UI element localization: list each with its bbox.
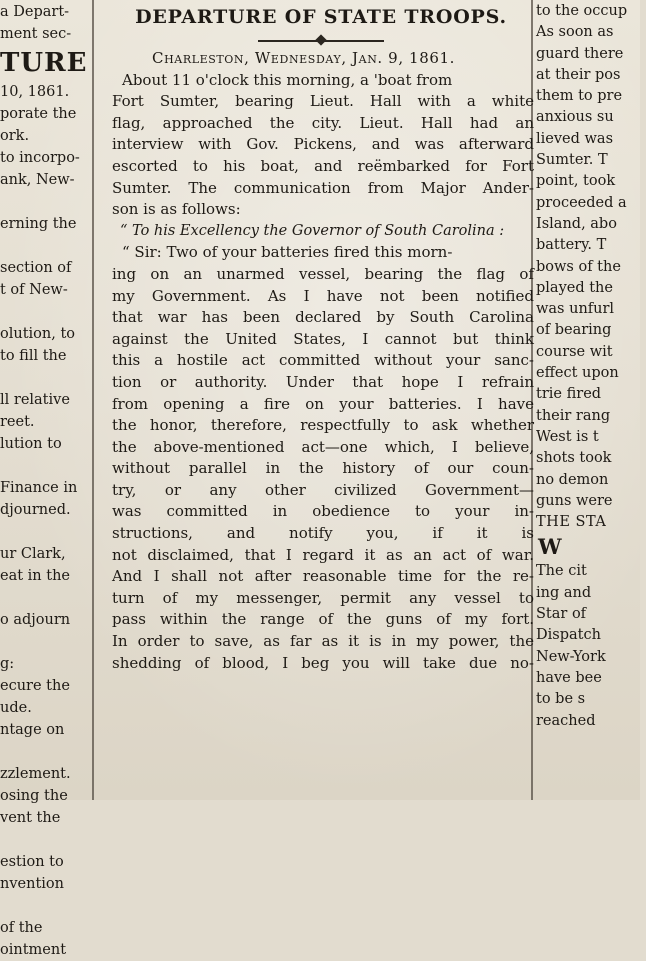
text-line: structions, and notify you, if it is — [112, 524, 534, 543]
text-line: Finance in — [0, 480, 78, 496]
left-column — [0, 0, 88, 958]
text-line: pass within the range of the guns of my fort. — [112, 610, 534, 629]
text-line: g: — [0, 656, 15, 672]
text-line: battery. T — [536, 237, 607, 254]
text-line: “ Sir: Two of your batteries fired this morn- — [122, 243, 453, 262]
text-line: their rang — [536, 407, 611, 424]
text-line: tion or authority. Under that hope I refrain — [112, 372, 534, 391]
text-line: zzlement. — [0, 766, 71, 782]
text-line: Dispatch — [536, 627, 601, 644]
text-line: ing on an unarmed vessel, bearing the flag of — [112, 264, 534, 283]
text-line: trie fired — [536, 386, 602, 403]
text-line: against the United States, I cannot but think — [112, 329, 534, 348]
text-line: ing and — [536, 584, 592, 601]
text-line: was committed in obedience to your in- — [112, 502, 534, 521]
text-line: ll relative — [0, 392, 70, 408]
text-line: lution to — [0, 436, 62, 452]
text-line — [0, 521, 86, 543]
text-line: the honor, therefore, respectfully to ask whether — [112, 416, 534, 435]
text-line: course wit — [536, 343, 613, 360]
text-line: reached — [536, 712, 596, 729]
masthead-fragment: TURE — [0, 48, 88, 78]
text-line: Star of — [536, 606, 587, 623]
text-line: ur Clark, — [0, 546, 66, 562]
column-rule — [92, 0, 94, 800]
letter-body — [112, 242, 534, 674]
text-line: guard there — [536, 45, 624, 62]
text-line: effect upon — [536, 365, 619, 382]
text-line: ment sec- — [0, 26, 72, 42]
text-line: was unfurl — [536, 301, 615, 318]
text-line — [0, 895, 86, 917]
text-line: nvention — [0, 876, 64, 892]
text-line: that war has been declared by South Carolina — [112, 308, 534, 327]
text-line: As soon as — [536, 24, 614, 41]
text-line: t of New- — [0, 282, 68, 298]
text-line: not disclaimed, that I regard it as an act of war. — [112, 545, 534, 564]
text-line: section of — [0, 260, 72, 276]
right-text-block-lower — [536, 561, 646, 731]
text-line: guns were — [536, 492, 613, 509]
text-line: ntage on — [0, 722, 65, 738]
left-text-block — [0, 81, 86, 961]
text-line: of the — [0, 920, 43, 936]
text-line: reet. — [0, 414, 35, 430]
text-line: of bearing — [536, 322, 612, 339]
text-line: proceeded a — [536, 194, 627, 211]
text-line: turn of my messenger, permit any vessel to — [112, 588, 534, 607]
text-line: a Depart- — [0, 4, 70, 20]
text-line: estion to — [0, 854, 64, 870]
letter-salutation: “ To his Excellency the Governor of South Carolina : — [120, 222, 505, 239]
text-line: vent the — [0, 810, 61, 826]
text-line: no demon — [536, 471, 609, 488]
article-paragraph — [112, 70, 534, 221]
text-line: flag, approached the city. Lieut. Hall had an — [112, 113, 534, 132]
text-line: have bee — [536, 669, 602, 686]
text-line — [0, 741, 86, 763]
text-line: porate the — [0, 106, 77, 122]
text-line: djourned. — [0, 502, 71, 518]
text-line: Island, abo — [536, 215, 617, 232]
right-column — [536, 0, 646, 800]
text-line: Sumter. T — [536, 152, 608, 169]
text-line: osing the — [0, 788, 68, 804]
text-line — [0, 631, 86, 653]
text-line: Fort Sumter, bearing Lieut. Hall with a white — [112, 92, 534, 111]
text-line: shedding of blood, I beg you will take due no- — [112, 653, 534, 672]
text-line: ude. — [0, 700, 32, 716]
text-line: About 11 o'clock this morning, a 'boat from — [122, 70, 453, 89]
text-line: ecure the — [0, 678, 70, 694]
text-line: played the — [536, 279, 613, 296]
text-line: erning the — [0, 216, 77, 232]
text-line: to fill the — [0, 348, 67, 364]
text-line — [0, 301, 86, 323]
text-line: escorted to his boat, and reëmbarked for Fort — [112, 156, 534, 175]
text-line — [0, 191, 86, 213]
headline-divider — [100, 34, 542, 48]
text-line — [0, 829, 86, 851]
text-line — [0, 367, 86, 389]
text-line: olution, to — [0, 326, 76, 342]
text-line: at their pos — [536, 66, 621, 83]
text-line: to the occup — [536, 3, 628, 19]
article-column — [100, 0, 542, 800]
text-line: 10, 1861. — [0, 84, 70, 100]
text-line: bows of the — [536, 258, 621, 275]
text-line: interview with Gov. Pickens, and was afterward — [112, 135, 534, 154]
right-text-block — [536, 1, 646, 533]
text-line: anxious su — [536, 109, 614, 126]
text-line: ank, New- — [0, 172, 75, 188]
article-dateline: Charleston, Wednesday, Jan. 9, 1861. — [152, 49, 455, 67]
text-line: son is as follows: — [112, 200, 241, 219]
text-line: this a hostile act committed without your sanc- — [112, 351, 534, 370]
text-line: shots took — [536, 450, 612, 467]
text-line: my Government. As I have not been notified — [112, 286, 534, 305]
text-line: West is t — [536, 428, 599, 445]
text-line: New-York — [536, 648, 606, 665]
text-line: THE STA — [536, 514, 607, 531]
text-line: Sumter. The communication from Major Ander- — [112, 178, 534, 197]
text-line: lieved was — [536, 130, 614, 147]
text-line: The cit — [536, 563, 587, 580]
text-line: from opening a fire on your batteries. I have — [112, 394, 534, 413]
text-line: o adjourn — [0, 612, 71, 628]
text-line: them to pre — [536, 88, 623, 105]
text-line — [0, 587, 86, 609]
text-line: point, took — [536, 173, 616, 190]
text-line: And I shall not after reasonable time for the re- — [112, 567, 534, 586]
text-line — [0, 455, 86, 477]
text-line: try, or any other civilized Government— — [112, 480, 534, 499]
text-line — [0, 235, 86, 257]
text-line: the above-mentioned act—one which, I believe, — [112, 437, 534, 456]
text-line: eat in the — [0, 568, 70, 584]
section-heading-fragment: W — [538, 534, 562, 560]
text-line: to be s — [536, 691, 586, 708]
article-headline: DEPARTURE OF STATE TROOPS. — [135, 6, 507, 28]
text-line: ork. — [0, 128, 30, 144]
text-line: ointment — [0, 942, 67, 958]
text-line: to incorpo- — [0, 150, 80, 166]
text-line: without parallel in the history of our coun- — [112, 459, 534, 478]
text-line: In order to save, as far as it is in my power, the — [112, 632, 534, 651]
